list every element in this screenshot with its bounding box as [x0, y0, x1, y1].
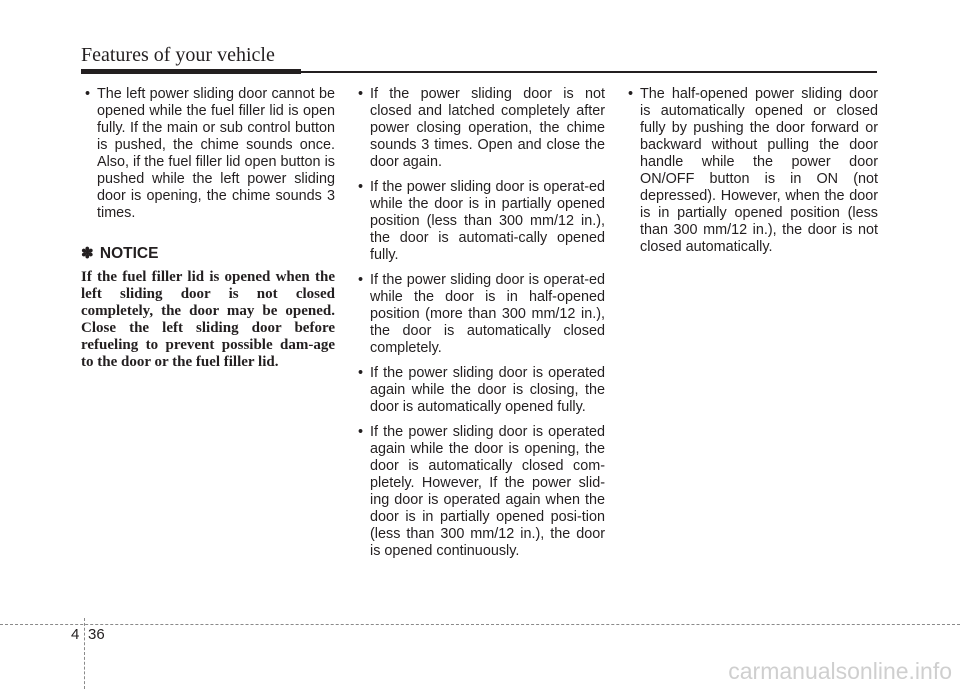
bullet-item: • If the power sliding door is operated again while the door is closing, the door is automatically opened fully.	[354, 365, 605, 416]
notice-body: If the fuel filler lid is opened when the left sliding door is not closed completely, the door may be opened. Close the left sliding door before refueling to prevent possible dam-age to the door or the fuel filler lid.	[81, 269, 335, 370]
bullet-list	[81, 86, 335, 222]
bullet-item: • If the power sliding door is not closed and latched completely after power closing operation, the chime sounds 3 times. Open and close the door again.	[354, 86, 605, 171]
bullet-item: • If the power sliding door is operat-ed while the door is in partially opened position (less than 300 mm/12 in.), the door is automati-cally opened fully.	[354, 179, 605, 264]
footer-rule	[0, 624, 960, 625]
page-number: 36	[88, 626, 105, 643]
column-left	[81, 86, 335, 371]
bullet-item: • If the power sliding door is operat-ed while the door is in half-opened position (more than 300 mm/12 in.), the door is automatically closed completely.	[354, 272, 605, 357]
bullet-list	[354, 86, 605, 560]
bullet-list	[624, 86, 878, 256]
bullet-item: • The left power sliding door cannot be opened while the fuel filler lid is open fully. If the main or sub control button is pushed, the chime sounds once. Also, if the fuel filler lid open button is pushed while the left power sliding door is opening, the chime sounds 3 times.	[81, 86, 335, 222]
column-right	[624, 86, 878, 264]
notice-heading	[81, 244, 335, 263]
column-middle	[354, 86, 605, 568]
bullet-item: • If the power sliding door is operated again while the door is opening, the door is automatically closed com-pletely. However, If the power slid-ing door is operated again when the door is in partially opened posi-tion (less than 300 mm/12 in.), the door is opened continuously.	[354, 424, 605, 560]
chapter-number: 4	[71, 626, 80, 643]
footer-divider	[84, 618, 85, 689]
watermark: carmanualsonline.info	[728, 658, 952, 684]
notice-icon: ✽	[81, 245, 94, 262]
notice-title: NOTICE	[99, 245, 159, 262]
bullet-item: • The half-opened power sliding door is automatically opened or closed fully by pushing the door forward or backward without pulling the door handle while the power door ON/OFF button is in ON (not depressed). However, when the door is in partially opened position (less than 300 mm/12 in.), the door is not closed automatically.	[624, 86, 878, 256]
header-rule-accent	[81, 69, 301, 74]
page-title: Features of your vehicle	[81, 44, 275, 66]
